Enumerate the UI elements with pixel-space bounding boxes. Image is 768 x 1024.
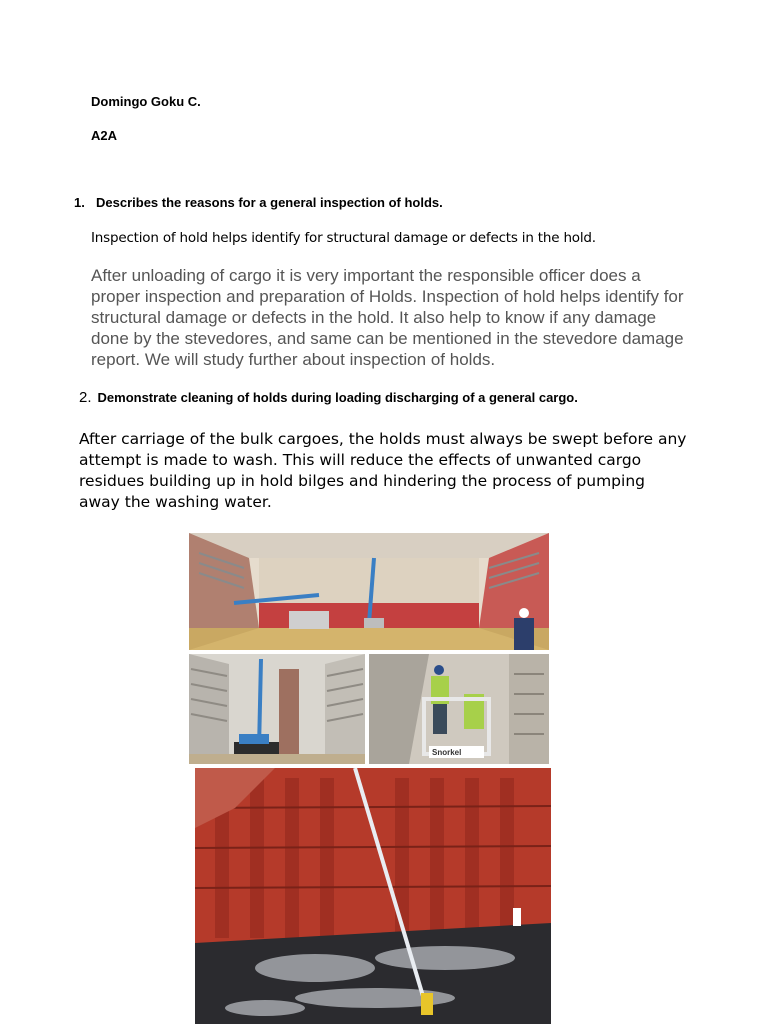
question-1-short-answer: Inspection of hold helps identify for structural damage or defects in the hold. xyxy=(91,230,596,246)
cargo-hold-photo-workers xyxy=(369,654,549,764)
question-1-number: 1. xyxy=(74,195,85,210)
question-1-text: Describes the reasons for a general inspection of holds. xyxy=(96,195,443,210)
question-2 xyxy=(79,389,578,406)
question-1 xyxy=(74,195,443,210)
author-name: Domingo Goku C. xyxy=(91,94,201,109)
author-section: A2A xyxy=(91,128,118,143)
question-1-answer: After unloading of cargo it is very important the responsible officer does a proper inspection and preparation of Holds. Inspection of hold helps identify for structural damage or defects in the hold. It also help to know if any damage done by the stevedores, and same can be mentioned in the stevedore damage report. We will study further about inspection of holds. xyxy=(91,266,684,369)
cargo-hold-photo-washing xyxy=(195,768,551,1024)
cargo-hold-photo-wide xyxy=(189,533,549,650)
question-2-text: Demonstrate cleaning of holds during loading discharging of a general cargo. xyxy=(97,390,578,405)
question-2-number: 2. xyxy=(79,389,92,406)
lift-brand-label: Snorkel xyxy=(432,748,462,757)
cargo-hold-photo-lift xyxy=(189,654,365,764)
question-2-answer: After carriage of the bulk cargoes, the holds must always be swept before any attempt is made to wash. This will reduce the effects of unwanted cargo residues building up in hold bilges and hindering the process of pumping away the washing water. xyxy=(79,430,687,511)
